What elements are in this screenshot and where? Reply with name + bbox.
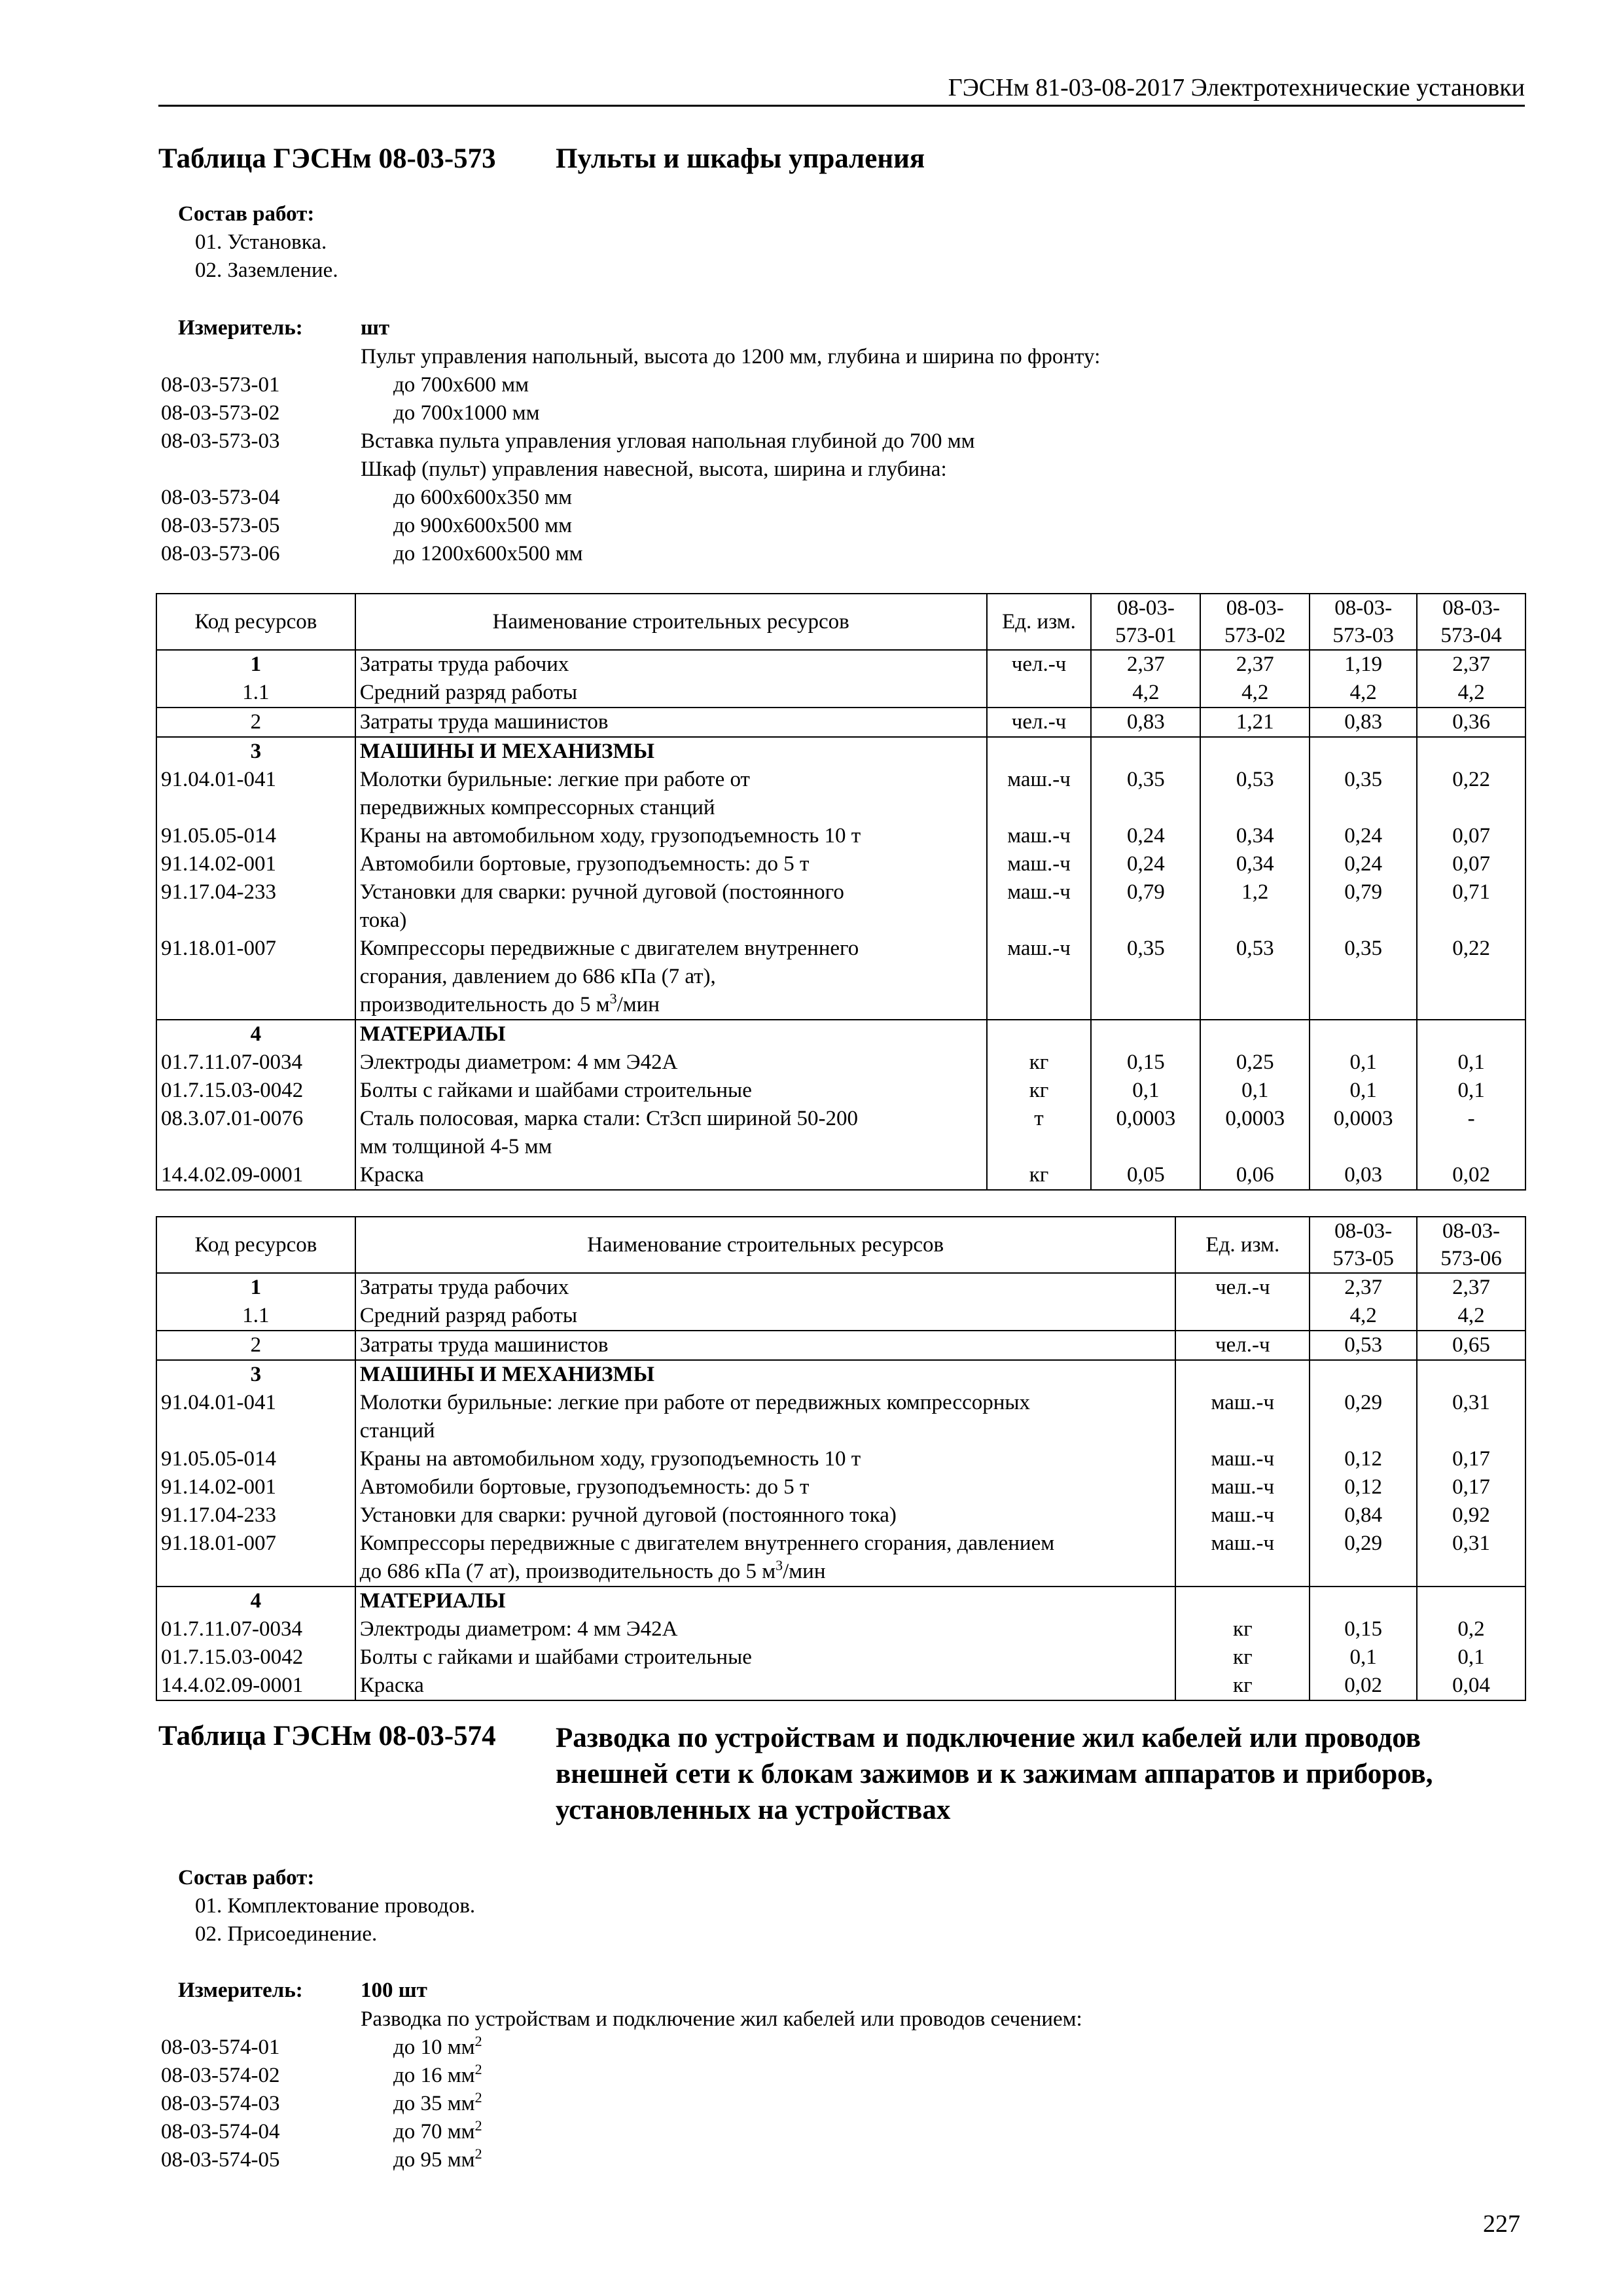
work-item: 02. Присоединение. — [195, 1922, 378, 1946]
row-group-cell: чел.-ч — [1175, 1273, 1310, 1331]
list-item: 08-03-573-03 Вставка пульта управления угловая напольная глубиной до 700 мм — [161, 429, 975, 453]
list-item: 08-03-574-05 до 95 $мм^2$ — [161, 2145, 482, 2172]
item-list — [161, 343, 1404, 568]
meter-label-574: Измеритель: — [178, 1979, 303, 2002]
table-row — [156, 1273, 1525, 1331]
works-label: Состав работ: — [178, 202, 315, 226]
col-header-norm: 08-03- 573-01 — [1091, 594, 1200, 650]
list-item: 08-03-574-02 до 16 $мм^2$ — [161, 2061, 482, 2087]
row-group-cell: 3 91.04.01-041 91.05.05-014 91.14.02-001 91.17.04-233 91.18.01-007 — [156, 737, 355, 1020]
table-cell: 0,53 — [1310, 1331, 1417, 1360]
row-group-cell: 4 01.7.11.07-0034 01.7.15.03-0042 14.4.02.09-0001 — [156, 1587, 355, 1700]
col-header-norm: 08-03- 573-03 — [1310, 594, 1417, 650]
row-group-cell: Затраты труда рабочих Средний разряд работы — [355, 1273, 1176, 1331]
row-group-cell: 1,19 4,2 — [1310, 650, 1417, 708]
col-header-unit: Ед. изм. — [1175, 1217, 1310, 1273]
table-cell: 1,21 — [1200, 708, 1310, 737]
table-row — [156, 1331, 1525, 1360]
table-574-name: Разводка по устройствам и подключение жил кабелей или проводов внешней сети к блокам зажимов и к зажимам аппаратов и приборов, установленных на устройствах — [556, 1723, 1433, 1825]
row-group-cell: 0,15 0,1 0,02 — [1310, 1587, 1417, 1700]
list-item: 08-03-574-01 до 10 $мм^2$ — [161, 2033, 482, 2059]
list-intro: Разводка по устройствам и подключение жил кабелей или проводов сечением: — [361, 2007, 1082, 2031]
table-row — [156, 1587, 1525, 1700]
list-item: 08-03-573-01 до 700x600 мм — [161, 373, 529, 397]
resource-table-2 — [156, 1216, 1526, 1701]
row-group-cell: 1 1.1 — [156, 650, 355, 708]
table-cell: 2 — [156, 1331, 355, 1360]
table-row — [156, 1020, 1525, 1190]
item-list-574 — [161, 2005, 1404, 2174]
col-header-norm: 08-03- 573-06 — [1417, 1217, 1525, 1273]
table-cell: 2 — [156, 708, 355, 737]
row-group-cell: 2,37 4,2 — [1417, 650, 1525, 708]
row-group-cell: 0,1 0,1 0,0003 0,03 — [1310, 1020, 1417, 1190]
table-cell: 0,83 — [1091, 708, 1200, 737]
col-header-code: Код ресурсов — [156, 1217, 355, 1273]
row-group-cell: Затраты труда рабочих Средний разряд работы — [355, 650, 987, 708]
resource-table-1 — [156, 593, 1526, 1191]
works-label: Состав работ: — [178, 1866, 315, 1890]
work-item: 02. Заземление. — [195, 259, 338, 282]
table-cell: 0,65 — [1417, 1331, 1525, 1360]
list-item: Шкаф (пульт) управления навесной, высота, ширина и глубина: — [361, 457, 947, 481]
row-group-cell: 3 91.04.01-041 91.05.05-014 91.14.02-001 91.17.04-233 91.18.01-007 — [156, 1360, 355, 1587]
col-header-norm: 08-03- 573-02 — [1200, 594, 1310, 650]
table-row — [156, 1360, 1525, 1587]
row-group-cell: 2,37 4,2 — [1200, 650, 1310, 708]
list-item: 08-03-573-05 до 900x600x500 мм — [161, 514, 573, 537]
list-item: 08-03-573-06 до 1200x600x500 мм — [161, 542, 583, 565]
list-item: 08-03-573-02 до 700x1000 мм — [161, 401, 540, 425]
row-group-cell: 0,2 0,1 0,04 — [1417, 1587, 1525, 1700]
table-row — [156, 708, 1525, 737]
col-header-norm: 08-03- 573-05 — [1310, 1217, 1417, 1273]
meter-label: Измеритель: — [178, 316, 303, 340]
table-cell: Затраты труда машинистов — [355, 1331, 1176, 1360]
table-cell: 0,36 — [1417, 708, 1525, 737]
row-group-cell: МАТЕРИАЛЫ Электроды диаметром: 4 мм Э42А Болты с гайками и шайбами строительные Сталь полосовая, марка стали: Ст3сп шириной 50-200 мм толщиной 4-5 мм Краска — [355, 1020, 987, 1190]
table-cell: 0,83 — [1310, 708, 1417, 737]
work-item: 01. Установка. — [195, 230, 327, 254]
meter-value-574: 100 шт — [361, 1979, 427, 2002]
row-group-cell: 0,29 0,12 0,12 0,84 0,29 — [1310, 1360, 1417, 1587]
works-section-574 — [178, 1864, 475, 1948]
row-group-cell: маш.-ч маш.-ч маш.-ч маш.-ч маш.-ч — [1175, 1360, 1310, 1587]
col-header-norm: 08-03- 573-04 — [1417, 594, 1525, 650]
table-cell: чел.-ч — [987, 708, 1092, 737]
row-group-cell: МАШИНЫ И МЕХАНИЗМЫ Молотки бурильные: легкие при работе от передвижных компрессорных станций Краны на автомобильном ходу, грузоподъемность 10 т Автомобили бортовые, грузоподъемность: до 5 т Установки для сварки: ручной дуговой (постоянного тока) Компрессоры передвижные с двигателем внутреннего сгорания, давлением до 686 кПа (7 ат), производительность до 5 $м^3$/мин — [355, 737, 987, 1020]
list-item: 08-03-574-03 до 35 $мм^2$ — [161, 2089, 482, 2115]
page-number: 227 — [1483, 2210, 1520, 2238]
list-item: 08-03-573-04 до 600x600x350 мм — [161, 486, 573, 509]
row-group-cell: 0,35 0,24 0,24 0,79 0,35 — [1310, 737, 1417, 1020]
table-574-code: Таблица ГЭСНм 08-03-574 — [158, 1721, 496, 1751]
row-group-cell: 0,25 0,1 0,0003 0,06 — [1200, 1020, 1310, 1190]
row-group-cell: 2,37 4,2 — [1310, 1273, 1417, 1331]
works-section — [178, 200, 338, 285]
work-item: 01. Комплектование проводов. — [195, 1894, 476, 1918]
row-group-cell: 0,15 0,1 0,0003 0,05 — [1091, 1020, 1200, 1190]
row-group-cell: кг кг т кг — [987, 1020, 1092, 1190]
table-cell: чел.-ч — [1175, 1331, 1310, 1360]
row-group-cell: 0,1 0,1 - 0,02 — [1417, 1020, 1525, 1190]
row-group-cell: чел.-ч — [987, 650, 1092, 708]
table-header-row — [156, 1217, 1525, 1273]
row-group-cell: 4 01.7.11.07-0034 01.7.15.03-0042 08.3.07.01-0076 14.4.02.09-0001 — [156, 1020, 355, 1190]
col-header-name: Наименование строительных ресурсов — [355, 1217, 1176, 1273]
table-header-row — [156, 594, 1525, 650]
meter-value: шт — [361, 316, 390, 340]
row-group-cell: 2,37 4,2 — [1417, 1273, 1525, 1331]
table-row — [156, 737, 1525, 1020]
row-group-cell: маш.-ч маш.-ч маш.-ч маш.-ч маш.-ч — [987, 737, 1092, 1020]
row-group-cell: МАШИНЫ И МЕХАНИЗМЫ Молотки бурильные: легкие при работе от передвижных компрессорных станций Краны на автомобильном ходу, грузоподъемность 10 т Автомобили бортовые, грузоподъемность: до 5 т Установки для сварки: ручной дуговой (постоянного тока) Компрессоры передвижные с двигателем внутреннего сгорания, давлением до 686 кПа (7 ат), производительность до 5 $м^3$/мин — [355, 1360, 1176, 1587]
table-row — [156, 650, 1525, 708]
col-header-name: Наименование строительных ресурсов — [355, 594, 987, 650]
row-group-cell: 0,53 0,34 0,34 1,2 0,53 — [1200, 737, 1310, 1020]
row-group-cell: 1 1.1 — [156, 1273, 355, 1331]
running-header: ГЭСНм 81-03-08-2017 Электротехнические установки — [158, 73, 1525, 107]
list-item: Пульт управления напольный, высота до 1200 мм, глубина и ширина по фронту: — [361, 345, 1101, 368]
table-573-code: Таблица ГЭСНм 08-03-573 — [158, 143, 496, 174]
row-group-cell: 2,37 4,2 — [1091, 650, 1200, 708]
row-group-cell: МАТЕРИАЛЫ Электроды диаметром: 4 мм Э42А Болты с гайками и шайбами строительные Краска — [355, 1587, 1176, 1700]
col-header-unit: Ед. изм. — [987, 594, 1092, 650]
table-573-name: Пульты и шкафы упраления — [556, 143, 925, 174]
col-header-code: Код ресурсов — [156, 594, 355, 650]
row-group-cell: 0,22 0,07 0,07 0,71 0,22 — [1417, 737, 1525, 1020]
row-group-cell: 0,35 0,24 0,24 0,79 0,35 — [1091, 737, 1200, 1020]
table-cell: Затраты труда машинистов — [355, 708, 987, 737]
row-group-cell: кг кг кг — [1175, 1587, 1310, 1700]
list-item: 08-03-574-04 до 70 $мм^2$ — [161, 2117, 482, 2144]
row-group-cell: 0,31 0,17 0,17 0,92 0,31 — [1417, 1360, 1525, 1587]
